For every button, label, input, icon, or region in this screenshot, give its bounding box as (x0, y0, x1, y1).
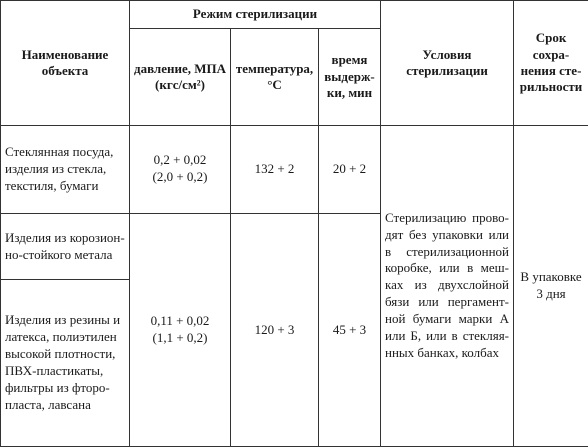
pressure-mpa: 0,2 + 0,02 (153, 152, 207, 168)
row-temperature: 132 + 2 (231, 125, 319, 213)
pressure-kgs: (2,0 + 0,2) (152, 169, 208, 185)
row-time: 20 + 2 (319, 125, 381, 213)
header-conditions: Условия стерилизации (381, 1, 514, 126)
row-pressure (130, 125, 231, 213)
header-pressure: давление, МПА (кгс/см²) (130, 29, 231, 125)
row-temperature: 120 + 3 (231, 213, 319, 446)
header-time: время выдерж-ки, мин (319, 29, 381, 125)
header-temperature: температура, °С (231, 29, 319, 125)
header-regime: Режим стерилизации (130, 1, 381, 29)
row-object-name: Изделия из резины и латекса, полиэтилен высокой плотности, ПВХ-пластикаты, фильтры из фторо-пласта, лавсана (1, 280, 130, 447)
pressure-kgs: (1,1 + 0,2) (152, 329, 208, 345)
row-object-name: Стеклянная посуда, изделия из стекла, текстиля, бумаги (1, 125, 130, 213)
row-time: 45 + 3 (319, 213, 381, 446)
shelf-life-cell: В упаковке 3 дня (514, 125, 588, 446)
table-row (1, 125, 588, 213)
header-object-name: Наименование объекта (1, 1, 130, 126)
row-pressure (130, 213, 231, 446)
header-shelf-life: Срок сохра-нения сте-рильности (514, 1, 588, 126)
conditions-cell: Стерилизацию прово-дят без упаковки или в стерилизационной коробке, или в меш-ках из двухслойной бязи или пергамент-ной бумаги марки А или Б, или в стекляя-нных банках, колбах (381, 125, 514, 446)
pressure-mpa: 0,11 + 0,02 (150, 313, 210, 329)
row-object-name: Изделия из корозион-но-стойкого метала (1, 213, 130, 279)
